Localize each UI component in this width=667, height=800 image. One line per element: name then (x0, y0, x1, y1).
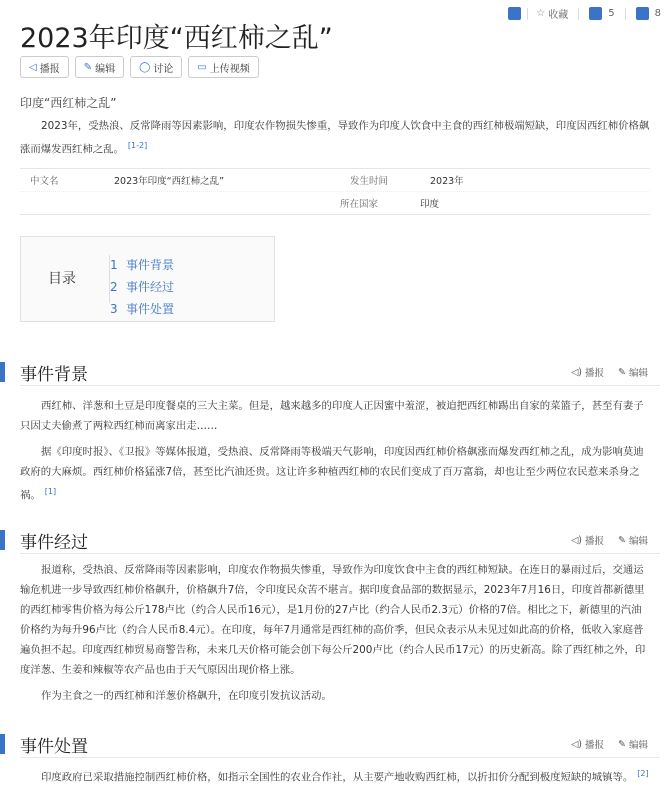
speaker-icon: ◁) (570, 738, 582, 750)
pencil-icon: ✎ (618, 366, 626, 378)
speaker-icon: ◁) (570, 534, 582, 546)
toc-number: 2 (110, 280, 118, 294)
report-button[interactable] (20, 56, 69, 78)
info-key: 所在国家 (340, 199, 379, 210)
divider (20, 757, 660, 758)
intro-paragraph (20, 116, 650, 159)
info-key: 发生时间 (350, 176, 389, 187)
report-label: 播报 (585, 536, 605, 547)
paragraph (20, 764, 650, 787)
toc-text: 事件背景 (126, 258, 175, 272)
info-value: 印度 (420, 199, 440, 210)
toc-item[interactable] (110, 298, 174, 320)
edit-button[interactable] (75, 56, 124, 78)
section-report-button[interactable] (571, 533, 604, 547)
chat-icon: ◯ (139, 61, 151, 73)
section-accent-bar (0, 362, 5, 382)
pencil-icon: ✎ (618, 534, 626, 546)
divider (625, 8, 626, 20)
toc-text: 事件处置 (126, 302, 175, 316)
video-icon: ▭ (197, 61, 207, 73)
toc-item[interactable] (110, 276, 174, 298)
intro-text: 2023年，受热浪、反常降雨等因素影响，印度农作物损失惨重，导致作为印度人饮食中主食的西红柿极端短缺，印度因西红柿价格飙涨而爆发西红柿之乱。 (20, 120, 650, 156)
action-buttons (20, 56, 259, 78)
pencil-icon: ✎ (618, 738, 626, 750)
paragraph: 作为主食之一的西红柿和洋葱价格飙升，在印度引发抗议活动。 (41, 690, 332, 702)
section-report-button[interactable] (571, 737, 604, 751)
section-header-process (0, 526, 660, 554)
section-actions (571, 533, 648, 547)
summary-subtitle: 印度“西红柿之乱” (20, 96, 117, 110)
info-value: 2023年 (430, 176, 464, 187)
info-value: 2023年印度“西红柿之乱” (114, 176, 225, 187)
page-title: 2023年印度“西红柿之乱” (20, 23, 333, 54)
report-label: 播报 (39, 63, 60, 75)
speaker-icon: ◁) (570, 366, 582, 378)
divider (578, 8, 579, 20)
favorite-button[interactable]: 收藏 (548, 10, 569, 21)
toc-label: 目录 (48, 271, 76, 287)
paragraph-text: 据《印度时报》、《卫报》等媒体报道，受热浪、反常降雨等极端天气影响，印度因西红柿价格飙涨而爆发西红柿之乱，成为影响莫迪政府的大麻烦。西红柿价格猛涨7倍，甚至比汽油还贵。这让许多种植西红柿的农民们变成了百万富翁，却也让至少两位农民惹来杀身之祸。 (20, 446, 644, 502)
section-heading: 事件处置 (20, 737, 88, 757)
info-box (20, 168, 650, 215)
thumbs-up-icon[interactable] (589, 7, 602, 20)
upload-video-button[interactable] (188, 56, 258, 78)
section-edit-button[interactable] (618, 365, 648, 379)
section-header-handling (0, 730, 660, 758)
report-label: 播报 (585, 368, 605, 379)
info-key: 中文名 (30, 176, 59, 187)
pencil-icon: ✎ (83, 61, 93, 73)
citation-link[interactable]: [2] (637, 769, 649, 778)
toc-list (110, 254, 174, 320)
divider (20, 553, 660, 554)
edit-label: 编辑 (628, 536, 648, 547)
upload-label: 上传视频 (209, 63, 250, 75)
toc-number: 3 (110, 302, 118, 316)
section-report-button[interactable] (571, 365, 604, 379)
citation-link[interactable]: [1-2] (127, 141, 148, 150)
divider (20, 385, 660, 386)
paragraph-text: 印度政府已采取措施控制西红柿价格，如指示全国性的农业合作社，从主要产地收购西红柿，以折扣价分配到极度短缺的城镇等。 (41, 771, 634, 784)
section-actions (571, 365, 648, 379)
section-heading: 事件经过 (20, 533, 88, 553)
add-icon[interactable] (508, 7, 521, 20)
info-row (20, 191, 650, 214)
section-accent-bar (0, 734, 5, 754)
like-count: 5 (608, 8, 615, 19)
paragraph (20, 442, 650, 505)
edit-label: 编辑 (95, 63, 116, 75)
edit-label: 编辑 (628, 740, 648, 751)
info-row (20, 169, 650, 191)
toc-number: 1 (110, 258, 118, 272)
share-icon[interactable] (636, 7, 649, 20)
paragraph: 报道称，受热浪、反常降雨等因素影响，印度农作物损失惨重，导致作为印度饮食中主食的西红柿短缺。在连日的暴雨过后，交通运输危机进一步导致西红柿价格飙升，价格飙升7倍，令印度民众苦不堪言。据印度食品部的数据显示，2023年7月16日，印度首都新德里的西红柿零售价格为每公斤178卢比（约合人民币16元），是1月份的27卢比（约合人民币2.3元）价格的7倍。相比之下，新德里的汽油价格约为每升96卢比（约合人民币8.4元）。在印度，每年7月通常是西红柿的高价季，但民众表示从未见过如此高的价格，低收入家庭普遍负担不起。印度西红柿贸易商警告称，未来几天价格可能会创下每公斤200卢比（约合人民币17元）的历史新高。除了西红柿之外，印度洋葱、生姜和辣椒等农产品也由于天气原因出现价格上涨。 (20, 564, 646, 676)
section-edit-button[interactable] (618, 737, 648, 751)
discuss-label: 讨论 (153, 63, 174, 75)
speaker-icon: ◁ (29, 61, 37, 73)
top-toolbar (502, 6, 661, 21)
edit-label: 编辑 (628, 368, 648, 379)
section-accent-bar (0, 530, 5, 550)
toc-text: 事件经过 (126, 280, 175, 294)
section-heading: 事件背景 (20, 365, 88, 385)
discuss-button[interactable] (130, 56, 182, 78)
section-header-background (0, 358, 660, 386)
section-edit-button[interactable] (618, 533, 648, 547)
table-of-contents (20, 236, 275, 322)
toc-item[interactable] (110, 254, 174, 276)
star-icon[interactable]: ☆ (536, 8, 546, 19)
citation-link[interactable]: [1] (44, 487, 57, 496)
section-actions (571, 737, 648, 751)
divider (527, 8, 528, 20)
share-count: 8 (654, 8, 661, 19)
report-label: 播报 (585, 740, 605, 751)
paragraph: 西红柿、洋葱和土豆是印度餐桌的三大主菜。但是，越来越多的印度人正因蜜中羞涩，被迫把西红柿踢出自家的菜篮子，甚至有妻子只因丈夫偷煮了两粒西红柿而离家出走…… (20, 400, 644, 432)
